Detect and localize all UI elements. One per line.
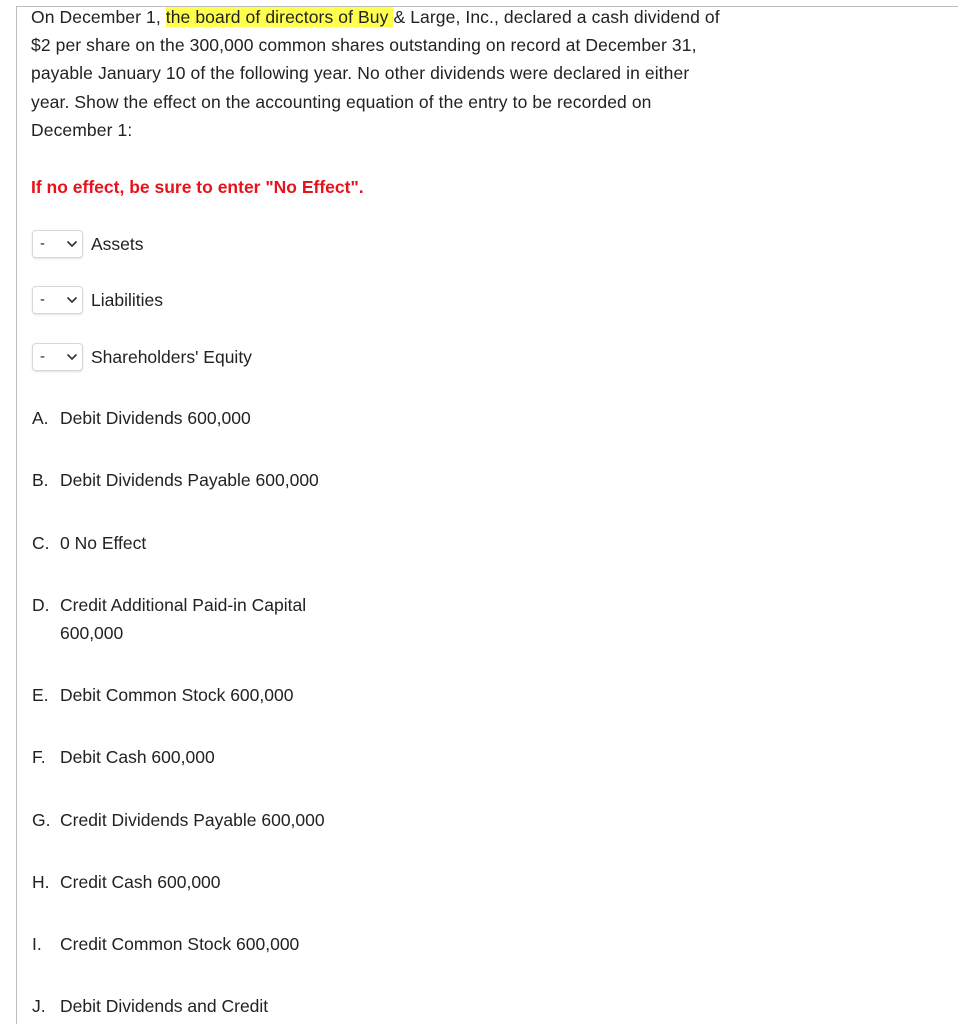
- choice-text: Credit Cash 600,000: [60, 872, 221, 892]
- question-text-start: On December 1,: [31, 7, 166, 27]
- choice-letter: C.: [32, 533, 50, 553]
- choice-letter: A.: [32, 408, 49, 428]
- assets-row: [32, 229, 144, 259]
- choice-letter: I.: [32, 934, 42, 954]
- shareholders-equity-label: Shareholders' Equity: [91, 347, 252, 367]
- choice-letter: F.: [32, 747, 46, 767]
- choice-letter: G.: [32, 810, 51, 830]
- choice-letter: D.: [32, 595, 50, 615]
- liabilities-effect-select[interactable]: [32, 286, 83, 314]
- choice-letter: E.: [32, 685, 49, 705]
- shareholders-equity-effect-select[interactable]: [32, 343, 83, 371]
- chevron-down-icon: [66, 352, 78, 362]
- highlighted-text: the board of directors of Buy: [165, 7, 394, 27]
- no-effect-hint: If no effect, be sure to enter "No Effect".: [31, 177, 364, 197]
- choice-a: [32, 404, 352, 432]
- choice-d: [32, 591, 352, 647]
- choice-letter: J.: [32, 996, 46, 1016]
- choice-b: [32, 466, 352, 494]
- choice-e: [32, 681, 352, 709]
- choice-h: [32, 868, 352, 896]
- choice-c: [32, 529, 352, 557]
- choice-text: Debit Common Stock 600,000: [60, 685, 294, 705]
- choice-j: [32, 992, 352, 1020]
- choice-text: Debit Dividends 600,000: [60, 408, 251, 428]
- choice-text: Debit Dividends Payable 600,000: [60, 470, 319, 490]
- liabilities-label: Liabilities: [91, 290, 163, 310]
- choice-text: Credit Common Stock 600,000: [60, 934, 300, 954]
- shareholders-equity-row: [32, 342, 252, 372]
- choice-letter: B.: [32, 470, 49, 490]
- choice-text: 0 No Effect: [60, 533, 147, 553]
- choice-text: Debit Cash 600,000: [60, 747, 215, 767]
- assets-label: Assets: [91, 234, 144, 254]
- chevron-down-icon: [66, 239, 78, 249]
- choice-g: [32, 806, 352, 834]
- choice-text: Credit Dividends Payable 600,000: [60, 810, 325, 830]
- select-value: -: [40, 348, 45, 365]
- assets-effect-select[interactable]: [32, 230, 83, 258]
- choice-text: Credit Additional Paid-in Capital 600,000: [60, 595, 307, 643]
- choice-letter: H.: [32, 872, 50, 892]
- choice-i: [32, 930, 352, 958]
- question-text: [31, 3, 731, 144]
- choice-f: [32, 743, 352, 771]
- choice-text: Debit Dividends and Credit: [60, 996, 269, 1016]
- chevron-down-icon: [66, 295, 78, 305]
- liabilities-row: [32, 285, 163, 315]
- select-value: -: [40, 291, 45, 308]
- question-text-end: & Large, Inc., declared a cash dividend of $2 per share on the 300,000 common shares outstanding on record at December 31, payable January 10 of the following year. No other dividends were declared in either year. Show the effect on the accounting equation of the entry to be recorded on December 1:: [31, 7, 720, 140]
- left-divider: [16, 6, 17, 1024]
- select-value: -: [40, 235, 45, 252]
